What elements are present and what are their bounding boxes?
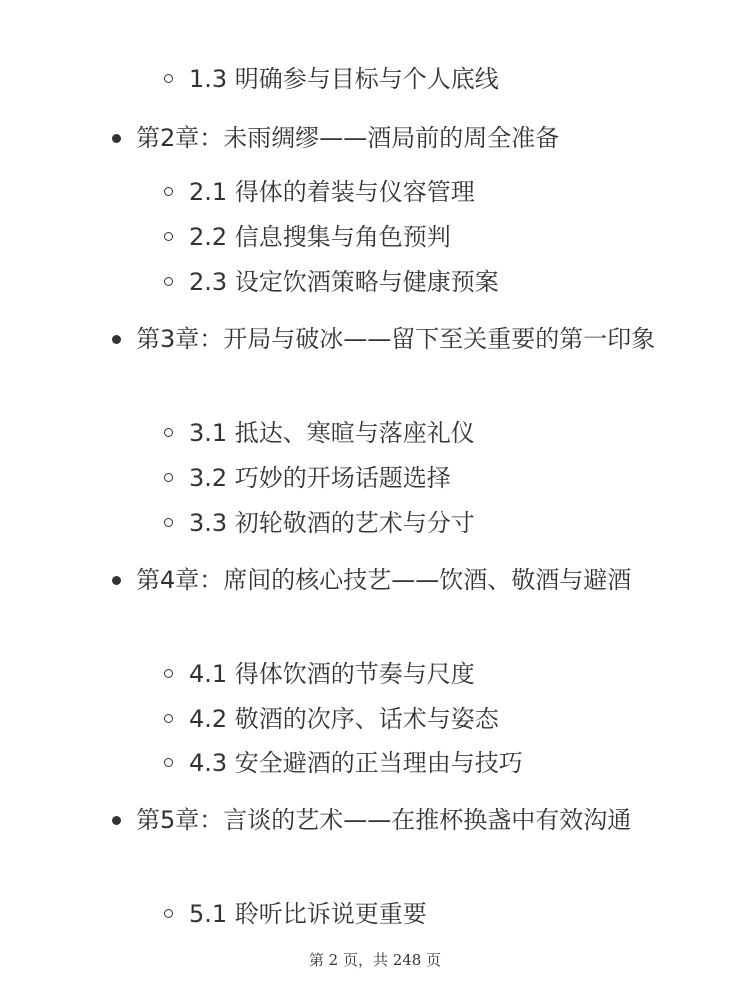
toc-section-title: 2.3 设定饮酒策略与健康预案 [189,268,499,296]
filled-bullet-icon [112,816,121,825]
filled-bullet-icon [112,134,121,143]
hollow-bullet-icon [164,714,173,723]
hollow-bullet-icon [164,473,173,482]
toc-chapter-title: 第2章：未雨绸缪——酒局前的周全准备 [136,124,560,152]
hollow-bullet-icon [164,232,173,241]
toc-section-title: 4.1 得体饮酒的节奏与尺度 [189,660,475,688]
toc-section-title: 3.1 抵达、寒暄与落座礼仪 [189,419,475,447]
toc-chapter-title: 第3章：开局与破冰——留下至关重要的第一印象 [136,325,656,353]
toc-section-title: 3.3 初轮敬酒的艺术与分寸 [189,509,475,537]
toc-section-title: 5.1 聆听比诉说更重要 [189,900,427,928]
toc-section-title: 3.2 巧妙的开场话题选择 [189,464,451,492]
toc-section-title: 1.3 明确参与目标与个人底线 [189,65,499,93]
hollow-bullet-icon [164,187,173,196]
hollow-bullet-icon [164,758,173,767]
toc-section-title: 4.3 安全避酒的正当理由与技巧 [189,749,523,777]
toc-chapter-title: 第5章：言谈的艺术——在推杯换盏中有效沟通 [136,806,632,834]
hollow-bullet-icon [164,669,173,678]
hollow-bullet-icon [164,518,173,527]
filled-bullet-icon [112,335,121,344]
toc-chapter-title: 第4章：席间的核心技艺——饮酒、敬酒与避酒 [136,566,632,594]
hollow-bullet-icon [164,277,173,286]
hollow-bullet-icon [164,428,173,437]
toc-section-title: 2.2 信息搜集与角色预判 [189,223,451,251]
filled-bullet-icon [112,576,121,585]
hollow-bullet-icon [164,909,173,918]
toc-section-title: 4.2 敬酒的次序、话术与姿态 [189,705,499,733]
hollow-bullet-icon [164,74,173,83]
toc-section-title: 2.1 得体的着装与仪容管理 [189,178,475,206]
page-footer: 第 2 页，共 248 页 [308,951,442,969]
